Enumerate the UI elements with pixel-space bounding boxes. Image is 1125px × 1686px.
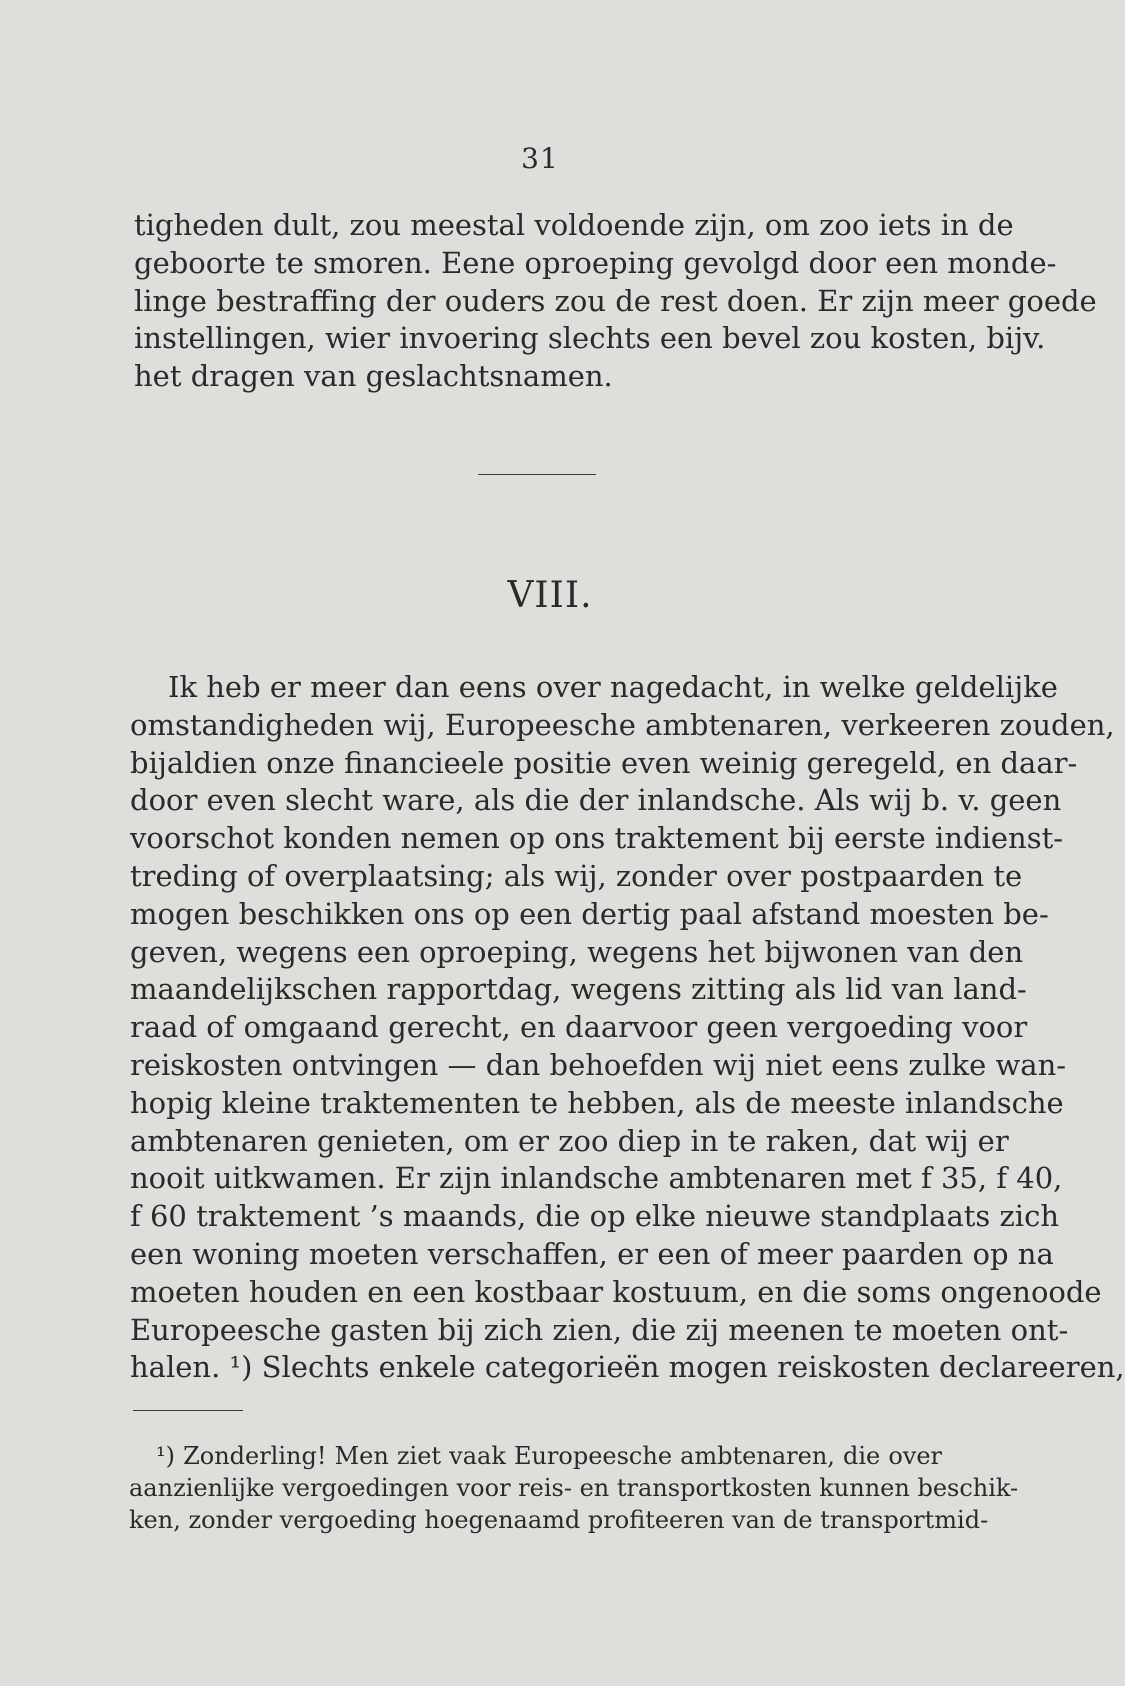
text-line: hopig kleine traktementen te hebben, als de meeste inlandsche	[130, 1085, 1064, 1120]
text-line: ambtenaren genieten, om er zoo diep in te raken, dat wij er	[130, 1123, 1009, 1158]
text-line: tigheden dult, zou meestal voldoende zijn, om zoo iets in de	[134, 208, 1014, 242]
text-line: Europeesche gasten bij zich zien, die zij meenen te moeten ont-	[130, 1312, 1069, 1347]
section-paragraph	[130, 669, 1125, 1387]
section-heading: VIII.	[507, 575, 593, 616]
text-line: nooit uitkwamen. Er zijn inlandsche ambtenaren met f 35, f 40,	[130, 1161, 1063, 1196]
text-line: f 60 traktement ’s maands, die op elke nieuwe standplaats zich	[130, 1199, 1059, 1234]
text-line: bijaldien onze financieele positie even weinig geregeld, en daar-	[130, 745, 1078, 780]
text-line: door even slecht ware, als die der inlandsche. Als wij b. v. geen	[130, 783, 1062, 818]
text-line: halen. ¹) Slechts enkele categorieën mogen reiskosten declareeren,	[130, 1350, 1125, 1385]
footnote	[129, 1440, 1019, 1536]
text-line: geboorte te smoren. Eene oproeping gevolgd door een monde-	[134, 245, 1057, 280]
footnote-line: ¹) Zonderling! Men ziet vaak Europeesche ambtenaren, die over	[156, 1442, 942, 1470]
text-line: maandelijkschen rapportdag, wegens zitting als lid van land-	[130, 972, 1027, 1007]
text-line: linge bestraffing der ouders zou de rest doen. Er zijn meer goede	[134, 283, 1097, 318]
footnote-separator	[133, 1410, 243, 1411]
section-divider	[478, 474, 596, 475]
text-line: mogen beschikken ons op een dertig paal afstand moesten be-	[130, 896, 1049, 931]
continuation-paragraph	[134, 207, 1097, 396]
text-line: geven, wegens een oproeping, wegens het bijwonen van den	[130, 934, 1024, 969]
text-line: reiskosten ontvingen — dan behoefden wij niet eens zulke wan-	[130, 1047, 1067, 1082]
footnote-line: aanzienlijke vergoedingen voor reis- en transportkosten kunnen beschik-	[129, 1474, 1019, 1502]
text-line: treding of overplaatsing; als wij, zonder over postpaarden te	[130, 858, 1023, 893]
text-line: omstandigheden wij, Europeesche ambtenaren, verkeeren zouden,	[130, 707, 1115, 742]
page-number: 31	[521, 142, 559, 175]
text-line: moeten houden en een kostbaar kostuum, en die soms ongenoode	[130, 1274, 1102, 1309]
text-line: een woning moeten verschaffen, er een of meer paarden op na	[130, 1236, 1054, 1271]
text-line: raad of omgaand gerecht, en daarvoor geen vergoeding voor	[130, 1010, 1028, 1045]
footnote-line: ken, zonder vergoeding hoegenaamd profiteeren van de transportmid-	[129, 1506, 989, 1534]
text-line: het dragen van geslachtsnamen.	[134, 359, 613, 394]
text-line: voorschot konden nemen op ons traktement bij eerste indienst-	[130, 821, 1064, 856]
text-line: instellingen, wier invoering slechts een bevel zou kosten, bijv.	[134, 321, 1046, 356]
text-line: Ik heb er meer dan eens over nagedacht, in welke geldelijke	[168, 670, 1058, 704]
